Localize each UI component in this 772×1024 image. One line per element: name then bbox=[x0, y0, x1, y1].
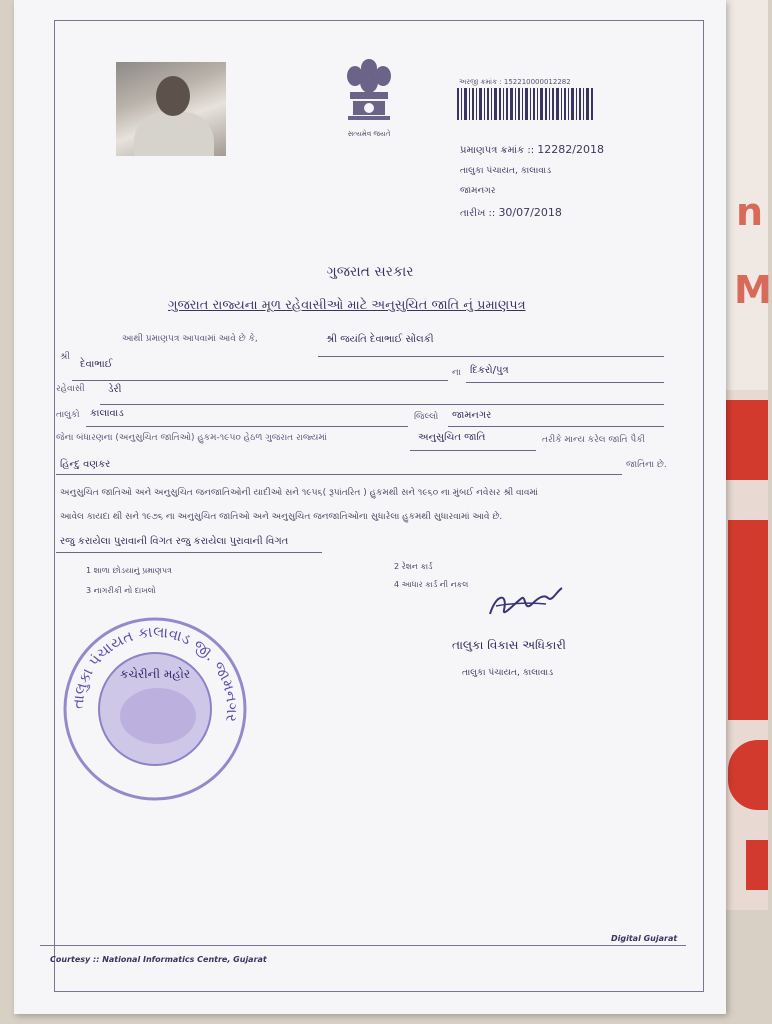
certificate-title: ગુજરાત રાજ્યના મૂળ રહેવાસીઓ માટે અનુસુચિત જાતિ નું પ્રમાણપત્ર bbox=[168, 298, 526, 313]
signatory-office: તાલુકા પંચાયત, કાલાવાડ bbox=[462, 668, 554, 678]
barcode bbox=[457, 88, 595, 120]
document-item: 3 નાગરીકી નો દાખલો bbox=[86, 586, 156, 595]
certificate-border bbox=[54, 20, 704, 992]
government-title: ગુજરાત સરકાર bbox=[326, 264, 414, 280]
footer-divider bbox=[40, 945, 686, 946]
national-emblem-icon bbox=[338, 56, 400, 136]
father-underline bbox=[72, 380, 448, 381]
certificate-number: 12282/2018 bbox=[537, 143, 604, 156]
relation: દિકરો/પુત્ર bbox=[470, 365, 509, 376]
documents-heading: રજુ કરાયેલા પુરાવાની વિગત રજુ કરાયેલા પુરાવાની વિગત bbox=[60, 536, 289, 547]
order-text: જેના બંધારણના (અનુસુચિત જાતિઓ) હુકમ-૧૯૫૦ હેઠળ ગુજરાત રાજ્યમાં bbox=[56, 433, 327, 443]
intro-text: આથી પ્રમાણપત્ર આપવામાં આવે છે કે, bbox=[122, 334, 258, 344]
issue-date: 30/07/2018 bbox=[498, 206, 562, 219]
seal-center-text: કચેરીની મહોર bbox=[119, 667, 191, 681]
issue-date-row bbox=[460, 206, 562, 219]
issuing-office: તાલુકા પંચાયત, કાલાવાડ bbox=[460, 166, 552, 176]
holder-name: શ્રી જયંતિ દેવાભાઈ સોંલકી bbox=[326, 334, 434, 345]
document-item: 2 રેશન કાર્ડ bbox=[394, 562, 433, 571]
name-underline bbox=[318, 356, 664, 357]
digital-gujarat-label: Digital Gujarat bbox=[611, 934, 678, 943]
certificate-number-row bbox=[460, 143, 604, 156]
resident-label: રહેવાસી bbox=[56, 384, 85, 394]
district: જામનગર bbox=[452, 410, 492, 421]
category: અનુસુચિત જાતિ bbox=[418, 432, 486, 443]
document-item: 4 આધાર કાર્ડ ની નકલ bbox=[394, 580, 469, 589]
village-underline bbox=[100, 404, 664, 405]
district-label: જિલ્લો bbox=[414, 412, 439, 422]
signatory-title: તાલુકા વિકાસ અધિકારી bbox=[452, 638, 566, 652]
documents-heading-underline bbox=[56, 552, 322, 553]
category-underline bbox=[410, 450, 536, 451]
office-seal bbox=[58, 612, 252, 806]
village: ડેરી bbox=[108, 384, 122, 395]
applicant-photo bbox=[116, 62, 226, 156]
legal-paragraph-line-2: આવેલ કાયદા થી સને ૧૯૭૬ ના અનુસુચિત જાતિઓ અને અનુસુચિત જનજાતિઓના સુધારેલા હુકમથી સુધારવામાં આવે છે. bbox=[60, 512, 503, 522]
taluka-underline bbox=[86, 426, 408, 427]
seal-ring-text: તાલુકા પંચાયત કાલાવાડ જી. જામનગર bbox=[68, 622, 242, 723]
emblem-caption: સત્યમેવ જયતે bbox=[347, 130, 391, 138]
taluka-label: તાલુકો bbox=[56, 410, 80, 420]
na-label: ના bbox=[452, 368, 461, 378]
caste-suffix: જાતિના છે. bbox=[626, 460, 667, 470]
courtesy-label: Courtesy :: National Informatics Centre, Gujarat bbox=[50, 955, 267, 964]
legal-paragraph-line-1: અનુસુચિત જાતિઓ અને અનુસુચિત જનજાતિઓની યાદીઓ સને ૧૯૫૬( રૂપાંતરિત ) હુકમથી સને ૧૯૬૦ ના મુંબઈ નવેસર શ્રી વાવમાં bbox=[60, 488, 539, 498]
recognized-text: તરીકે માન્ય કરેલ જાતિ પૈકી bbox=[542, 435, 646, 445]
caste: હિન્દુ વણકર bbox=[60, 459, 111, 470]
officer-signature bbox=[486, 584, 566, 624]
document-item: 1 શાળા છોડયાનું પ્રમાણપત્ર bbox=[86, 566, 172, 575]
certificate-number-label: પ્રમાણપત્ર ક્રમાંક :: bbox=[460, 145, 535, 156]
relation-underline bbox=[466, 382, 664, 383]
issuing-district: જામનગર bbox=[460, 186, 496, 196]
issue-date-label: તારીખ :: bbox=[460, 208, 496, 219]
shri-label: શ્રી bbox=[60, 352, 70, 362]
district-underline bbox=[448, 426, 664, 427]
caste-underline bbox=[56, 474, 622, 475]
background-poster-top: n M bbox=[708, 0, 768, 390]
taluka: કાલાવાડ bbox=[90, 408, 124, 419]
father-name: દેવાભાઈ bbox=[80, 359, 113, 370]
application-number: અરજી ક્રમાંક : 152210000012282 bbox=[459, 78, 571, 86]
